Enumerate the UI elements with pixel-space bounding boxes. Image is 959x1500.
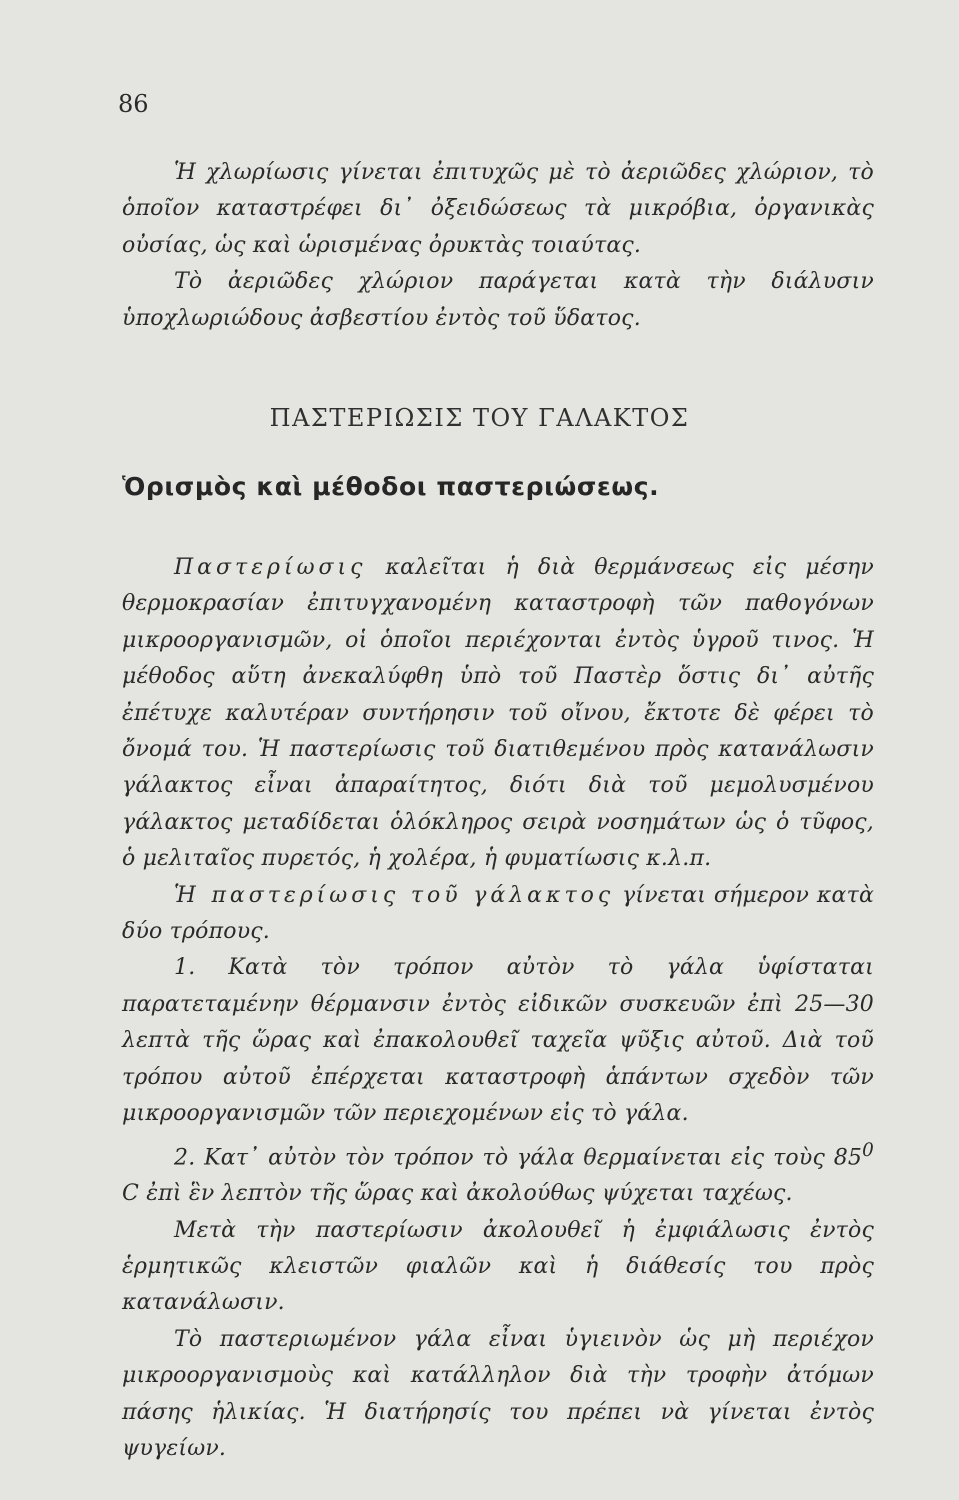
page-number: 86 xyxy=(118,90,149,118)
intro-paragraph-1: Ἡ χλωρίωσις γίνεται ἐπιτυχῶς μὲ τὸ ἀεριῶδες χλώριον, τὸ ὁποῖον καταστρέφει δι᾽ ὀξειδώσεως τὰ μικρόβια, ὀργανικὰς οὐσίας, ὡς καὶ ὡρισμένας ὀρυκτὰς τοιαύτας. xyxy=(122,160,874,258)
body-text xyxy=(122,550,874,1467)
body-paragraph-3: 1. Κατὰ τὸν τρόπον αὐτὸν τὸ γάλα ὑφίσταται παρατεταμένην θέρμανσιν ἐντὸς εἰδικῶν συσκευῶν ἐπὶ 25—30 λεπτὰ τῆς ὥρας καὶ ἐπακολουθεῖ ταχεῖα ψῦξις αὐτοῦ. Διὰ τοῦ τρόπου αὐτοῦ ἐπέρχεται καταστροφὴ ἁπάντων σχεδὸν τῶν μικροοργανισμῶν τῶν περιεχομένων εἰς τὸ γάλα. xyxy=(122,955,874,1127)
paragraph-4-part-a: 2. Κατ᾽ αὐτὸν τὸν τρόπον τὸ γάλα θερμαίνεται εἰς τοὺς 85 xyxy=(174,1144,863,1170)
degree-superscript: 0 xyxy=(862,1139,874,1161)
body-paragraph-2 xyxy=(122,878,874,951)
body-paragraph-1 xyxy=(122,550,874,878)
paragraph-4-part-b: C ἐπὶ ἓν λεπτὸν τῆς ὥρας καὶ ἀκολούθως ψύχεται ταχέως. xyxy=(122,1181,793,1207)
intro-text xyxy=(122,155,874,337)
term-pasteurization: Παστερίωσις xyxy=(174,555,367,580)
body-paragraph-6: Τὸ παστεριωμένον γάλα εἶναι ὑγιεινὸν ὡς μὴ περιέχον μικροοργανισμοὺς καὶ κατάλληλον διὰ τὴν τροφὴν ἀτόμων πάσης ἡλικίας. Ἡ διατήρησίς του πρέπει νὰ γίνεται ἐντὸς ψυγείων. xyxy=(122,1326,874,1462)
section-heading: ΠΑΣΤΕΡΙΩΣΙΣ ΤΟΥ ΓΑΛΑΚΤΟΣ xyxy=(269,404,690,432)
paragraph-2-text: γίνεται σήμερον κατὰ δύο τρόπους. xyxy=(122,882,875,945)
paragraph-1-text: καλεῖται ἡ διὰ θερμάνσεως εἰς μέσην θερμοκρασίαν ἐπιτυγχανομένη καταστροφὴ τῶν παθογόνων μικροοργανισμῶν, οἱ ὁποῖοι περιέχονται ἐντὸς ὑγροῦ τινος. Ἡ μέθοδος αὕτη ἀνεκαλύφθη ὑπὸ τοῦ Παστὲρ ὅστις δι᾽ αὐτῆς ἐπέτυχε καλυτέραν συντήρησιν τοῦ οἴνου, ἔκτοτε δὲ φέρει τὸ ὄνομά του. Ἡ παστερίωσις τοῦ διατιθεμένου πρὸς κατανάλωσιν γάλακτος εἶναι ἀπαραίτητος, διότι διὰ τοῦ μεμολυσμένου γάλακτος μεταδίδεται ὁλόκληρος σειρὰ νοσημάτων ὡς ὁ τῦφος, ὁ μελιταῖος πυρετός, ἡ χολέρα, ἡ φυματίωσις κ.λ.π. xyxy=(122,555,874,872)
body-paragraph-4 xyxy=(122,1133,874,1213)
section-subheading: Ὁρισμὸς καὶ μέθοδοι παστεριώσεως. xyxy=(122,472,660,501)
intro-paragraph-2: Τὸ ἀεριῶδες χλώριον παράγεται κατὰ τὴν διάλυσιν ὑποχλωριώδους ἀσβεστίου ἐντὸς τοῦ ὕδατος. xyxy=(122,269,874,331)
body-paragraph-5: Μετὰ τὴν παστερίωσιν ἀκολουθεῖ ἡ ἐμφιάλωσις ἐντὸς ἑρμητικῶς κλειστῶν φιαλῶν καὶ ἡ διάθεσίς του πρὸς κατανάλωσιν. xyxy=(122,1217,874,1316)
term-milk-pasteurization: Ἡ παστερίωσις τοῦ γάλακτος xyxy=(174,882,615,908)
